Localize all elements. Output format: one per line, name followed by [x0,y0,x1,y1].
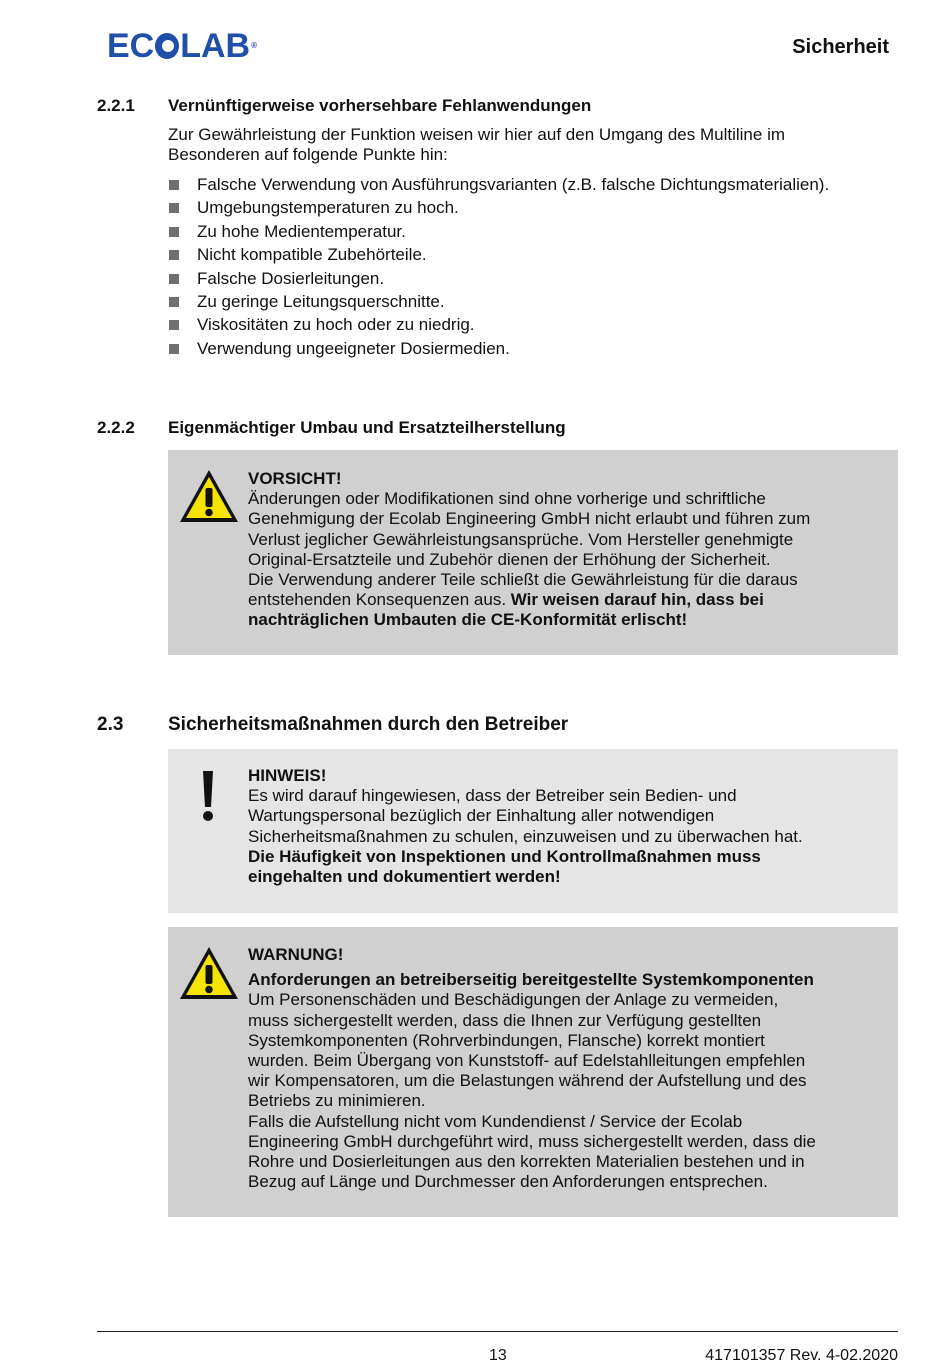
hint-heading: HINWEIS! [248,766,327,785]
list-item: Falsche Verwendung von Ausführungsvarianten (z.B. falsche Dichtungsmaterialien). [168,173,829,196]
footer-divider [97,1331,898,1332]
section-title: Vernünftigerweise vorhersehbare Fehlanwendungen [168,96,592,115]
warning-notice-box [168,927,898,1217]
text-line: Bezug auf Länge und Durchmesser den Anforderungen entsprechen. [248,1172,768,1192]
text-line: Änderungen oder Modifikationen sind ohne vorherige und schriftliche [248,489,766,509]
intro-line: Zur Gewährleistung der Funktion weisen wir hier auf den Umgang des Multiline im [168,125,786,144]
text-line: wir Kompensatoren, um die Belastungen während der Aufstellung und des [248,1071,807,1091]
text-line: Die Verwendung anderer Teile schließt die Gewährleistung für die daraus [248,570,798,590]
text-line: Wartungspersonal bezüglich der Einhaltung aller notwendigen [248,806,715,826]
text-line: Genehmigung der Ecolab Engineering GmbH nicht erlaubt und führen zum [248,509,811,529]
list-item: Umgebungstemperaturen zu hoch. [168,196,829,219]
logo-o-icon [155,33,179,59]
list-item: Verwendung ungeeigneter Dosiermedien. [168,337,829,360]
section-number: 2.2.2 [97,418,135,437]
list-item: Viskositäten zu hoch oder zu niedrig. [168,313,829,336]
caution-heading: VORSICHT! [248,469,342,488]
page-number: 13 [489,1347,507,1364]
caution-notice-box [168,450,898,655]
hint-text [248,766,878,887]
list-item: Nicht kompatible Zubehörteile. [168,243,829,266]
ecolab-logo [107,28,257,64]
square-bullet-icon [169,203,179,213]
section-number: 2.2.1 [97,96,135,115]
intro-paragraph [168,125,868,165]
section-title: Eigenmächtiger Umbau und Ersatzteilherstellung [168,418,566,437]
text-line: wurden. Beim Übergang von Kunststoff- auf Edelstahlleitungen empfehlen [248,1051,806,1071]
misuse-list [168,173,829,360]
caution-text [248,469,878,631]
text-line: Rohre und Dosierleitungen aus den korrekten Materialien bestehen und in [248,1152,805,1172]
list-item: Falsche Dosierleitungen. [168,267,829,290]
warning-heading: WARNUNG! [248,945,344,964]
square-bullet-icon [169,180,179,190]
text-line: Original-Ersatzteile und Zubehör dienen der Erhöhung der Sicherheit. [248,549,771,569]
text-line: entstehenden Konsequenzen aus. Wir weisen darauf hin, dass bei [248,590,764,610]
square-bullet-icon [169,250,179,260]
text-line: Falls die Aufstellung nicht vom Kundendienst / Service der Ecolab [248,1111,743,1131]
text-line-bold: Die Häufigkeit von Inspektionen und Kontrollmaßnahmen muss [248,846,761,866]
hint-notice-box [168,749,898,913]
list-item: Zu hohe Medientemperatur. [168,220,829,243]
text-line: Betriebs zu minimieren. [248,1091,426,1111]
square-bullet-icon [169,227,179,237]
warning-subheading: Anforderungen an betreiberseitig bereitgestellte Systemkomponenten [248,970,814,990]
text-line: Systemkomponenten (Rohrverbindungen, Flansche) korrekt montiert [248,1030,765,1050]
exclamation-icon [198,769,218,825]
page-header-title: Sicherheit [792,36,889,58]
square-bullet-icon [169,274,179,284]
square-bullet-icon [169,297,179,307]
intro-line: Besonderen auf folgende Punkte hin: [168,145,448,164]
text-line: Verlust jeglicher Gewährleistungsansprüche. Vom Hersteller genehmigte [248,529,794,549]
text-line: muss sichergestellt werden, dass die Ihnen zur Verfügung gestellten [248,1010,762,1030]
section-number: 2.3 [97,714,124,735]
text-line-bold: eingehalten und dokumentiert werden! [248,867,561,887]
warning-triangle-icon [178,945,240,1001]
warning-text [248,945,878,1192]
square-bullet-icon [169,320,179,330]
text-line: Sicherheitsmaßnahmen zu schulen, einzuweisen und zu überwachen hat. [248,826,803,846]
text-line-bold: nachträglichen Umbauten die CE-Konformität erlischt! [248,610,688,630]
section-title: Sicherheitsmaßnahmen durch den Betreiber [168,714,569,735]
text-line: Um Personenschäden und Beschädigungen der Anlage zu vermeiden, [248,990,779,1010]
square-bullet-icon [169,344,179,354]
text-line: Engineering GmbH durchgeführt wird, muss sichergestellt werden, dass die [248,1131,816,1151]
logo-wordmark: EC LAB ® [107,27,257,65]
text-line: Es wird darauf hingewiesen, dass der Betreiber sein Bedien- und [248,786,737,806]
warning-triangle-icon [178,468,240,524]
document-reference: 417101357 Rev. 4-02.2020 [705,1347,898,1364]
list-item: Zu geringe Leitungsquerschnitte. [168,290,829,313]
